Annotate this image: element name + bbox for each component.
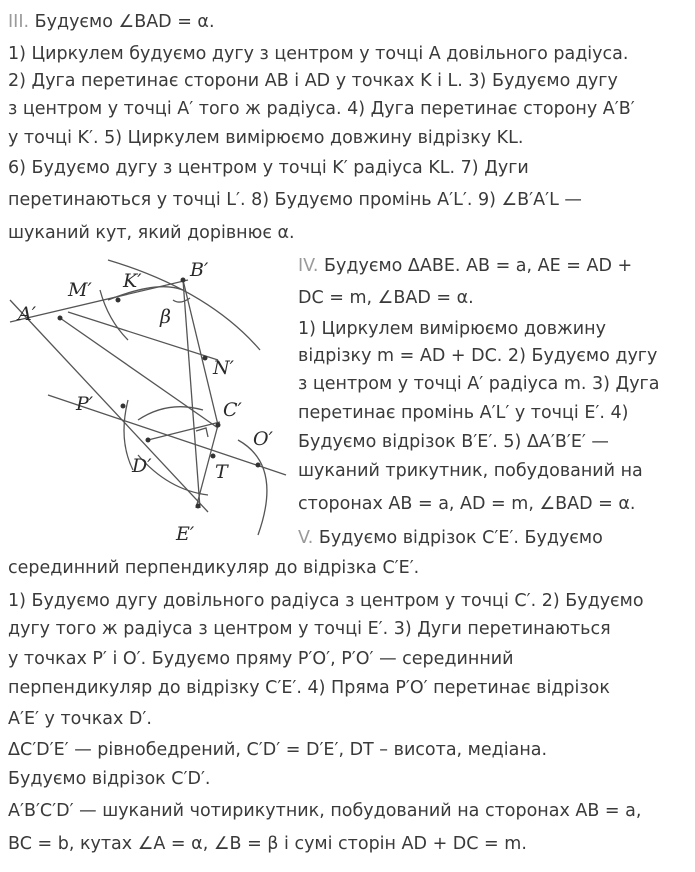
text-line — [298, 493, 635, 515]
label-e: E′ — [176, 523, 195, 545]
text-line — [8, 127, 523, 149]
text-line — [8, 98, 635, 120]
text-line — [298, 345, 657, 367]
text-line — [298, 373, 659, 395]
section-number: III. — [8, 12, 30, 32]
line-text: у точці K′. 5) Циркулем вимірюємо довжину відрізку KL. — [8, 128, 524, 148]
label-beta: β — [160, 306, 171, 328]
text-line — [8, 648, 514, 670]
text-line — [8, 70, 618, 92]
label-k: K′ — [123, 270, 142, 292]
text-line — [298, 287, 474, 309]
line-text: у точках P′ і O′. Будуємо пряму P′O′, P′O′ — серединний — [8, 649, 514, 669]
text-line — [8, 618, 611, 640]
line-text: DC = m, ∠BAD = α. — [298, 288, 474, 308]
text-line — [298, 460, 643, 482]
text-line — [8, 189, 582, 211]
line-text: ΔC′D′E′ — рівнобедрений, C′D′ = D′E′, DT – висота, медіана. — [8, 740, 548, 760]
line-text: перпендикуляр до відрізку C′E′. 4) Пряма P′O′ перетинає відрізок — [8, 678, 610, 698]
line-text: Будуємо відрізок C′E′. Будуємо — [313, 528, 603, 548]
construction-figure — [8, 250, 296, 550]
text-line — [298, 255, 632, 277]
text-line — [8, 677, 610, 699]
arc-o — [238, 440, 267, 535]
line-text: з центром у точці A′ радіуса m. 3) Дуга — [298, 374, 660, 394]
line-text: Будуємо ∠BAD = α. — [29, 12, 215, 32]
label-p: P′ — [76, 393, 94, 415]
line-text: шуканий трикутник, побудований на — [298, 461, 643, 481]
line-text: з центром у точці A′ того ж радіуса. 4) Дуга перетинає сторону A′B′ — [8, 99, 635, 119]
line-text: перетинаються у точці L′. 8) Будуємо промінь A′L′. 9) ∠B′A′L — — [8, 190, 582, 210]
line-text: відрізку m = AD + DC. 2) Будуємо дугу — [298, 346, 658, 366]
label-n: N′ — [213, 357, 234, 379]
text-line — [8, 590, 644, 612]
line-text: сторонах AB = a, AD = m, ∠BAD = α. — [298, 494, 636, 514]
text-line — [298, 318, 606, 340]
label-b: B′ — [190, 259, 209, 281]
line-text: перетинає промінь A′L′ у точці E′. 4) — [298, 403, 629, 423]
text-line — [8, 833, 527, 855]
line-text: 1) Будуємо дугу довільного радіуса з центром у точці C′. 2) Будуємо — [8, 591, 644, 611]
line-text: серединний перпендикуляр до відрізка C′E′. — [8, 558, 420, 578]
line-text: шуканий кут, який дорівнює α. — [8, 223, 295, 243]
line-text: A′E′ у точках D′. — [8, 709, 152, 729]
text-line — [8, 557, 419, 579]
label-a: A′ — [18, 303, 37, 325]
text-line — [298, 431, 609, 453]
text-line — [8, 800, 641, 822]
ray-a-l — [10, 300, 208, 512]
text-line — [298, 402, 628, 424]
text-line — [8, 11, 215, 33]
section-number: V. — [298, 528, 314, 548]
label-c: C′ — [223, 399, 242, 421]
line-text: A′B′C′D′ — шуканий чотирикутник, побудований на сторонах AB = a, — [8, 801, 642, 821]
text-line — [8, 43, 628, 65]
line-text: 2) Дуга перетинає сторони AB і AD у точках K і L. 3) Будуємо дугу — [8, 71, 618, 91]
text-line — [298, 527, 603, 549]
line-text: 1) Циркулем будуємо дугу з центром у точці A довільного радіуса. — [8, 44, 629, 64]
line-text: Будуємо відрізок B′E′. 5) ΔA′B′E′ — — [298, 432, 609, 452]
right-angle-mark — [196, 428, 208, 437]
section-number: IV. — [298, 256, 319, 276]
line-text: 6) Будуємо дугу з центром у точці K′ радіуса KL. 7) Дуги — [8, 158, 529, 178]
line-text: дугу того ж радіуса з центром у точці E′. 3) Дуги перетинаються — [8, 619, 611, 639]
text-line — [8, 768, 211, 790]
line-text: Будуємо ΔABE. AB = a, AE = AD + — [318, 256, 633, 276]
text-line — [8, 708, 152, 730]
segment-c-d — [148, 422, 220, 440]
line-text: Будуємо відрізок C′D′. — [8, 769, 211, 789]
label-o: O′ — [253, 428, 273, 450]
text-line — [8, 222, 295, 244]
label-m: M′ — [68, 279, 92, 301]
segment-m-n — [68, 312, 218, 360]
line-text: BC = b, кутах ∠A = α, ∠B = β і сумі сторін AD + DC = m. — [8, 834, 527, 854]
text-line — [8, 739, 547, 761]
line-text: 1) Циркулем вимірюємо довжину — [298, 319, 606, 339]
label-t: T — [215, 461, 228, 483]
text-line — [8, 157, 529, 179]
label-d: D′ — [132, 455, 152, 477]
